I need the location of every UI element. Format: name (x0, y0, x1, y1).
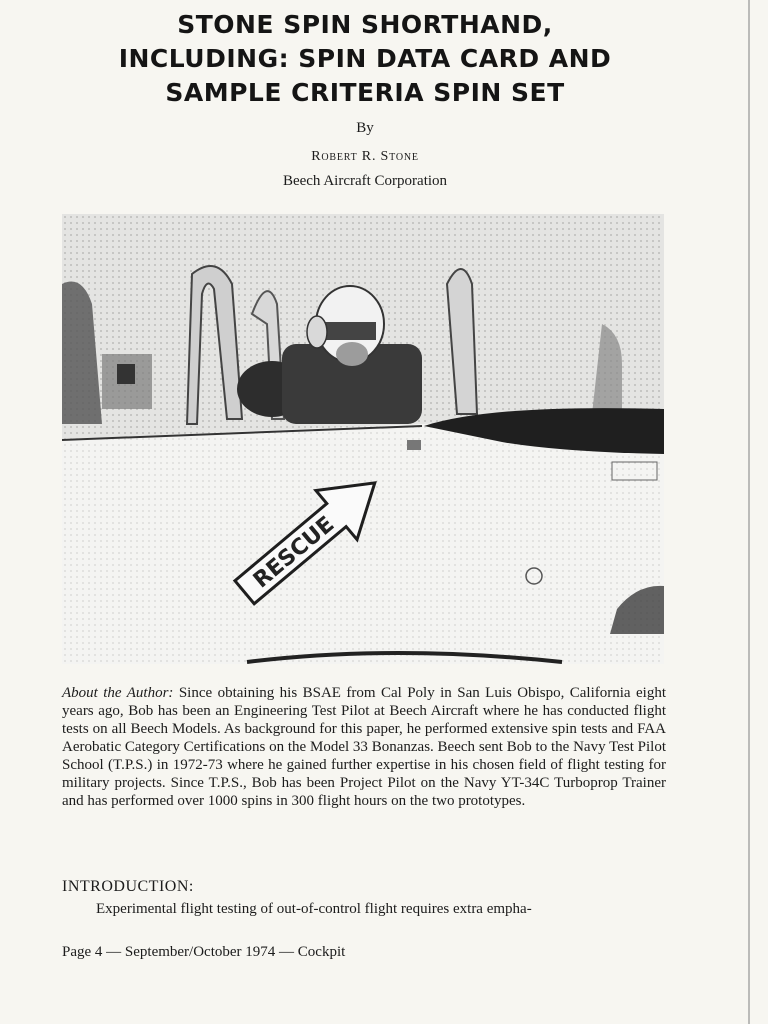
title-line-2: INCLUDING: SPIN DATA CARD AND (118, 44, 612, 73)
bio-lead: About the Author: (62, 685, 174, 701)
byline-label: By (356, 120, 374, 136)
introduction-heading: INTRODUCTION: (62, 878, 194, 895)
rescue-label: RESCUE (248, 511, 340, 594)
bio-text: Since obtaining his BSAE from Cal Poly in San Luis Obispo, California eight years ago, Bob has been an Engineering Test Pilot at Beech Aircraft where he has conducted flight tests on all Beech Models. As background for this paper, he performed extensive spin tests and FAA Aerobatic Category Certifications on the Model 33 Bonanzas. Beech sent Bob to the Navy Test Pilot School (T.P.S.) in 1972-73 where he gained further expertise in his chosen field of flight testing for military projects. Since T.P.S., Bob has been Project Pilot on the Navy YT-34C Turboprop Trainer and has performed over 1000 spins in 300 flight hours on the two prototypes. (62, 685, 667, 809)
page-edge-line (748, 0, 750, 1024)
cockpit-photo (62, 214, 664, 664)
article-title (0, 8, 730, 110)
title-line-3: SAMPLE CRITERIA SPIN SET (165, 78, 565, 107)
page-footer: Page 4 — September/October 1974 — Cockpit (62, 944, 346, 960)
introduction-text: Experimental flight testing of out-of-control flight requires extra empha- (96, 901, 532, 917)
title-line-1: STONE SPIN SHORTHAND, (177, 10, 553, 39)
author-name: Robert R. Stone (311, 149, 419, 164)
author-affiliation: Beech Aircraft Corporation (282, 173, 448, 189)
author-bio (62, 684, 666, 810)
